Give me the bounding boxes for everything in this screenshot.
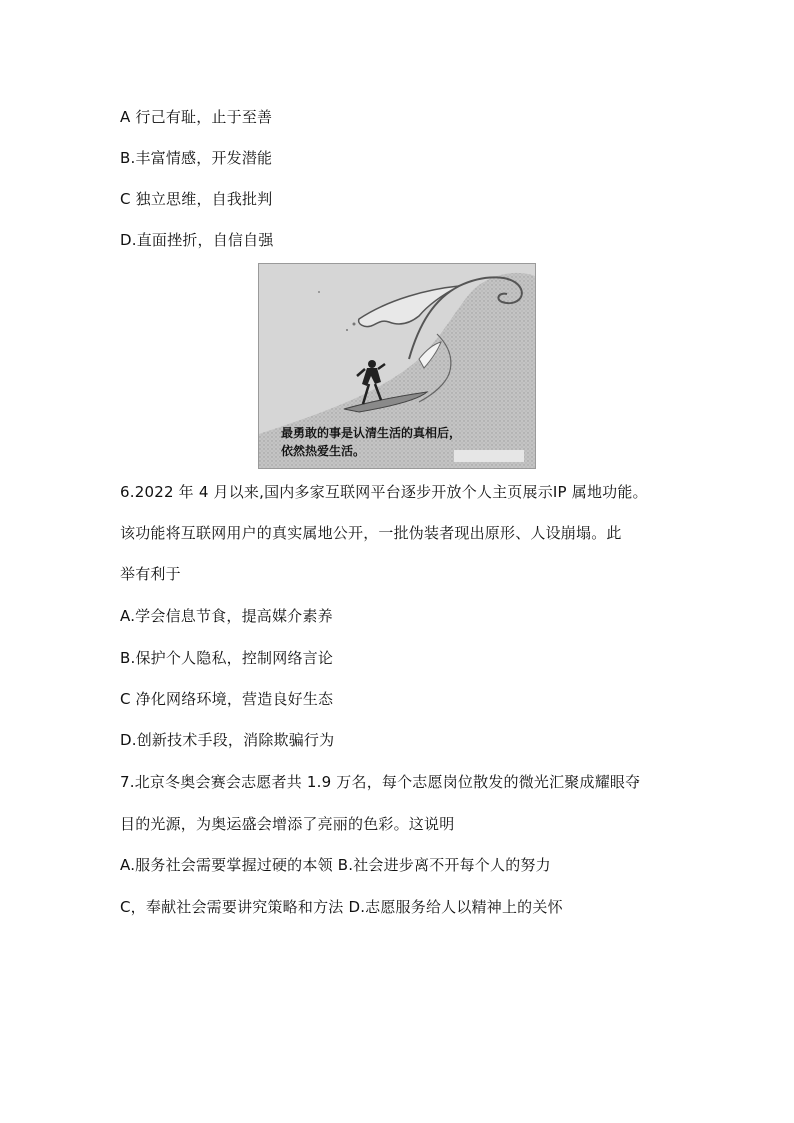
cartoon-caption-line1: 最勇敢的事是认清生活的真相后， bbox=[281, 426, 462, 440]
q5-option-d: D.直面挫折，自信自强 bbox=[120, 231, 274, 249]
q6-option-d: D.创新技术手段，消除欺骗行为 bbox=[120, 731, 335, 749]
q5-option-b: B.丰富情感，开发潜能 bbox=[120, 149, 273, 167]
surfing-cartoon bbox=[258, 263, 536, 469]
cartoon-caption-line2: 依然热爱生活。 bbox=[281, 444, 366, 458]
q6-stem-line2: 该功能将互联网用户的真实属地公开，一批伪装者现出原形、人设崩塌。此 bbox=[120, 524, 622, 542]
cartoon-caption bbox=[281, 424, 521, 460]
q6-option-c: C 净化网络环境，营造良好生态 bbox=[120, 690, 334, 708]
q6-option-b: B.保护个人隐私，控制网络言论 bbox=[120, 649, 334, 667]
q6-stem-line3: 举有利于 bbox=[120, 565, 181, 583]
q7-stem-line2: 目的光源，为奥运盛会增添了亮丽的色彩。这说明 bbox=[120, 815, 455, 833]
q5-option-a: A 行己有耻，止于至善 bbox=[120, 108, 273, 126]
q6-stem-line1: 6.2022 年 4 月以来,国内多家互联网平台逐步开放个人主页展示IP 属地功能。 bbox=[120, 483, 648, 501]
q7-options-line1: A.服务社会需要掌握过硬的本领 B.社会进步离不开每个人的努力 bbox=[120, 856, 551, 874]
q7-options-line2: C，奉献社会需要讲究策略和方法 D.志愿服务给人以精神上的关怀 bbox=[120, 898, 563, 916]
q5-option-c: C 独立思维，自我批判 bbox=[120, 190, 273, 208]
q7-stem-line1: 7.北京冬奥会赛会志愿者共 1.9 万名，每个志愿岗位散发的微光汇聚成耀眼夺 bbox=[120, 773, 641, 791]
q6-option-a: A.学会信息节食，提高媒介素养 bbox=[120, 607, 333, 625]
